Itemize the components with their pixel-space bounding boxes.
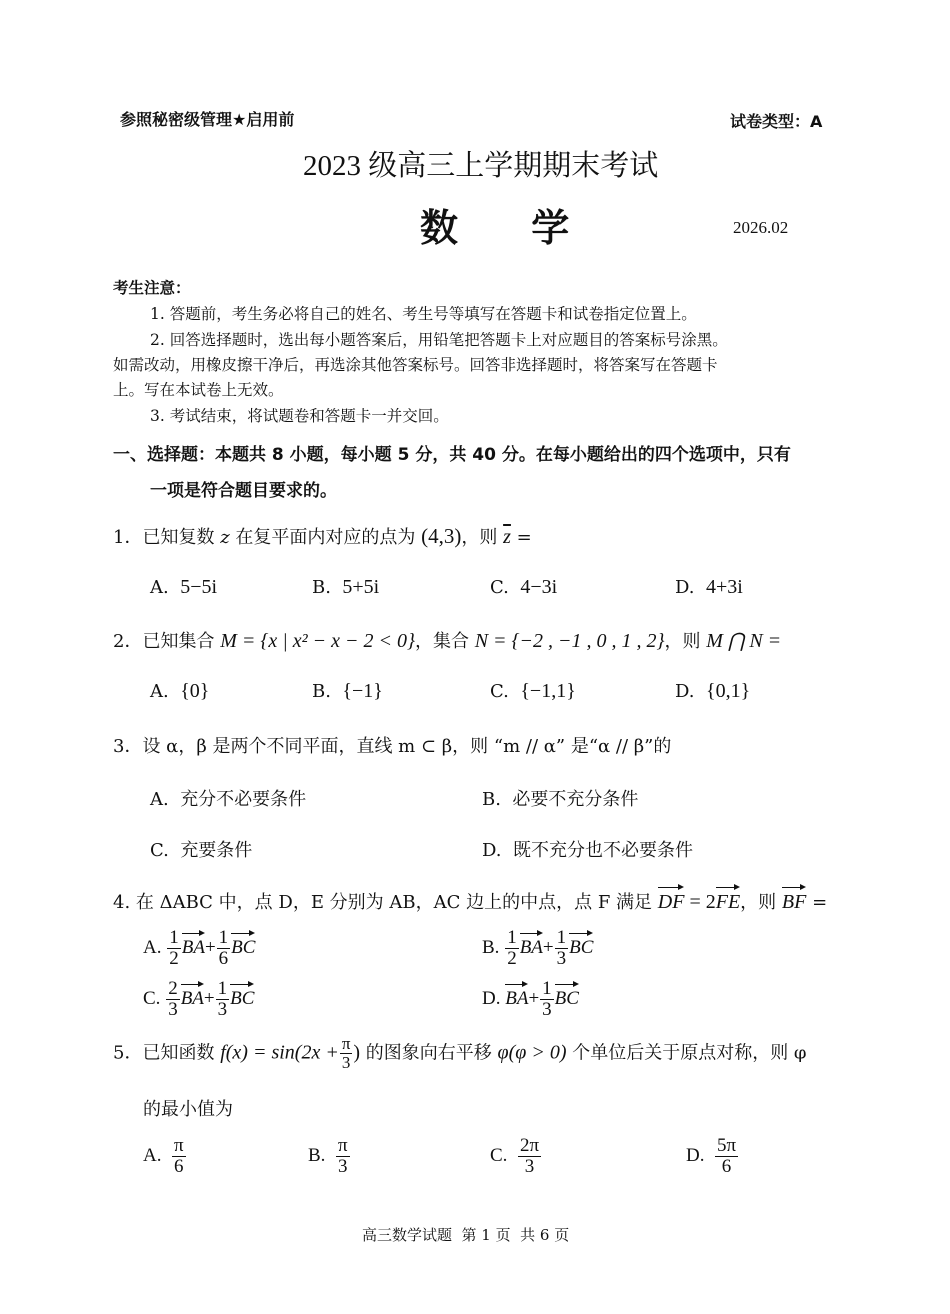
q2-option-b[interactable]	[312, 680, 383, 703]
plus-sign: +	[528, 987, 540, 1009]
denominator: 3	[524, 1155, 535, 1177]
option-text: 充要条件	[180, 840, 253, 861]
notice-title: 考生注意：	[113, 279, 191, 297]
vector-fe: FE	[716, 886, 740, 912]
denominator: 3	[542, 998, 552, 1020]
notice-item-2: 2. 回答选择题时，选出每小题答案后，用铅笔把答题卡上对应题目的答案标号涂黑。	[150, 331, 728, 349]
subject-title: 数 学	[420, 206, 600, 250]
denominator: 3	[217, 998, 228, 1020]
fraction	[340, 1035, 353, 1072]
fraction	[172, 1136, 186, 1177]
vector-df: DF	[658, 886, 685, 912]
numerator: 1	[507, 927, 517, 948]
q5-mid: 的图象向右平移	[360, 1042, 498, 1064]
option-text: 4−3i	[520, 576, 558, 598]
exam-title: 2023 级高三上学期期末考试	[303, 150, 659, 182]
option-text: {0}	[180, 680, 210, 702]
vector-ba: BA	[520, 932, 543, 957]
q1-point: (4,3)	[421, 524, 462, 548]
q1-option-c[interactable]	[490, 576, 557, 599]
denominator: 2	[507, 947, 517, 969]
numerator: 1	[217, 978, 228, 999]
q2-prefix: 2．已知集合	[113, 631, 221, 652]
numerator: π	[337, 1135, 348, 1156]
q4-option-c[interactable]	[143, 979, 254, 1020]
option-label: B.	[482, 936, 500, 958]
notice-item-2-end: 上。写在本试卷上无效。	[113, 381, 284, 399]
q5-after: 个单位后关于原点对称，则 φ	[566, 1042, 807, 1064]
fraction	[540, 979, 554, 1020]
vector-bc: BC	[231, 932, 255, 957]
vector-ba: BA	[182, 932, 205, 957]
q3-option-c[interactable]	[150, 836, 252, 862]
vector-bc: BC	[230, 983, 254, 1008]
q4-option-d[interactable]	[482, 979, 579, 1020]
numerator: 1	[556, 927, 567, 948]
option-label: B.	[482, 789, 501, 810]
q1-var: z	[220, 527, 230, 548]
numerator: π	[341, 1034, 351, 1053]
option-label: A.	[143, 936, 162, 958]
q3-option-d[interactable]	[482, 836, 693, 862]
q2-intersection: M ⋂ N =	[706, 630, 782, 652]
numerator: 5π	[716, 1135, 737, 1156]
denominator: 3	[168, 998, 178, 1020]
vector-ba: BA	[181, 983, 204, 1008]
q5-option-a[interactable]	[143, 1136, 187, 1177]
question-2-stem	[113, 627, 781, 653]
question-1-stem	[113, 523, 532, 549]
option-text: {−1}	[342, 680, 383, 702]
fraction	[518, 1136, 541, 1177]
fraction	[505, 928, 519, 969]
page-footer: 高三数学试题 第 1 页 共 6 页	[362, 1226, 570, 1244]
option-text: 5+5i	[342, 576, 380, 598]
option-text: 4+3i	[705, 576, 743, 598]
section-heading-cont: 一项是符合题目要求的。	[150, 481, 337, 501]
option-text: 充分不必要条件	[180, 789, 307, 810]
option-label: C.	[143, 987, 161, 1009]
option-label: C.	[490, 577, 509, 598]
numerator: 1	[542, 978, 552, 999]
q2-mid: ，集合	[414, 631, 475, 652]
option-label: C.	[490, 681, 509, 702]
notice-item-1: 1. 答题前，考生务必将自己的姓名、考生号等填写在答题卡和试卷指定位置上。	[150, 305, 697, 323]
numerator: 1	[218, 927, 229, 948]
numerator: 1	[169, 927, 179, 948]
option-label: D.	[686, 1144, 705, 1166]
option-label: C.	[150, 840, 169, 861]
denominator: 3	[337, 1155, 348, 1177]
q4-eq: =	[806, 892, 828, 913]
fraction	[336, 1136, 350, 1177]
option-label: B.	[308, 1144, 326, 1166]
option-label: D.	[675, 681, 695, 702]
q2-set-n: N = {−2 , −1 , 0 , 1 , 2}	[474, 630, 665, 652]
denominator: 3	[556, 947, 567, 969]
question-5-stem	[113, 1035, 807, 1072]
q1-eq: =	[510, 527, 532, 548]
q5-option-c[interactable]	[490, 1136, 542, 1177]
option-label: D.	[482, 987, 501, 1009]
q5-option-b[interactable]	[308, 1136, 351, 1177]
question-5-stem-cont: 的最小值为	[143, 1099, 233, 1120]
plus-sign: +	[204, 936, 216, 958]
q4-after: ，则	[740, 892, 782, 913]
option-text: 必要不充分条件	[512, 789, 639, 810]
q5-option-d[interactable]	[686, 1136, 739, 1177]
option-label: B.	[312, 577, 331, 598]
section-heading: 一、选择题：本题共 8 小题，每小题 5 分，共 40 分。在每小题给出的四个选项中，只有	[113, 445, 791, 465]
option-label: A.	[143, 1144, 162, 1166]
vector-ba: BA	[505, 983, 528, 1008]
q2-option-d[interactable]	[675, 680, 750, 703]
q5-close-paren: )	[353, 1041, 361, 1064]
numerator: 2π	[519, 1135, 540, 1156]
q2-option-c[interactable]	[490, 680, 576, 703]
q1-option-d[interactable]	[675, 576, 743, 599]
q4-option-b[interactable]	[482, 928, 593, 969]
q1-mid: 在复平面内对应的点为	[229, 527, 422, 548]
vector-bc: BC	[569, 932, 593, 957]
option-text: {−1,1}	[520, 680, 576, 702]
option-label: A.	[150, 789, 169, 810]
q3-option-b[interactable]	[482, 785, 638, 811]
option-label: A.	[150, 577, 169, 598]
denominator: 6	[218, 947, 229, 969]
q4-prefix: 4. 在 ΔABC 中，点 D，E 分别为 AB，AC 边上的中点，点 F 满足	[113, 892, 658, 913]
option-label: A.	[150, 681, 169, 702]
plus-sign: +	[542, 936, 554, 958]
denominator: 3	[341, 1052, 351, 1072]
fraction	[166, 979, 180, 1020]
denominator: 2	[169, 947, 179, 969]
option-label: B.	[312, 681, 331, 702]
fraction	[715, 1136, 738, 1177]
option-label: D.	[675, 577, 695, 598]
q5-shift: φ(φ > 0)	[497, 1041, 567, 1064]
fraction	[217, 928, 231, 969]
fraction	[167, 928, 181, 969]
q1-prefix: 1．已知复数	[113, 527, 221, 548]
fraction	[555, 928, 569, 969]
q4-eq2: = 2	[684, 891, 716, 913]
question-3-stem: 3．设 α，β 是两个不同平面，直线 m ⊂ β，则 “m // α” 是“α // β”的	[113, 736, 672, 757]
option-label: D.	[482, 840, 502, 861]
denominator: 6	[721, 1155, 732, 1177]
q2-option-a[interactable]	[150, 680, 209, 703]
option-text: 5−5i	[180, 576, 218, 598]
q1-option-b[interactable]	[312, 576, 379, 599]
q1-option-a[interactable]	[150, 576, 217, 599]
q5-prefix: 5．已知函数	[113, 1042, 221, 1064]
option-text: 既不充分也不必要条件	[512, 840, 693, 861]
secrecy-label: 参照秘密级管理★启用前	[120, 110, 295, 129]
q1-zbar: $\overline{z}$	[503, 526, 511, 548]
vector-bc: BC	[555, 983, 579, 1008]
paper-type-label: 试卷类型：A	[730, 112, 823, 131]
fraction	[216, 979, 230, 1020]
denominator: 6	[174, 1155, 184, 1177]
question-4-stem	[113, 886, 827, 914]
notice-item-2-cont: 如需改动，用橡皮擦干净后，再选涂其他答案标号。回答非选择题时，将答案写在答题卡	[113, 356, 718, 374]
numerator: π	[173, 1135, 184, 1156]
notice-item-3: 3. 考试结束，将试题卷和答题卡一并交回。	[150, 407, 449, 425]
q2-after: ，则	[664, 631, 707, 652]
q3-option-a[interactable]	[150, 785, 306, 811]
q1-after: ，则	[461, 527, 504, 548]
plus-sign: +	[203, 987, 215, 1009]
option-label: C.	[490, 1144, 508, 1166]
numerator: 2	[168, 978, 178, 999]
option-text: {0,1}	[705, 680, 751, 702]
vector-bf: BF	[782, 886, 806, 912]
exam-date: 2026.02	[733, 218, 789, 237]
q5-function: f(x) = sin(2x +	[220, 1041, 339, 1064]
q2-set-m: M = {x | x² − x − 2 < 0}	[220, 630, 415, 652]
q4-option-a[interactable]	[143, 928, 255, 969]
